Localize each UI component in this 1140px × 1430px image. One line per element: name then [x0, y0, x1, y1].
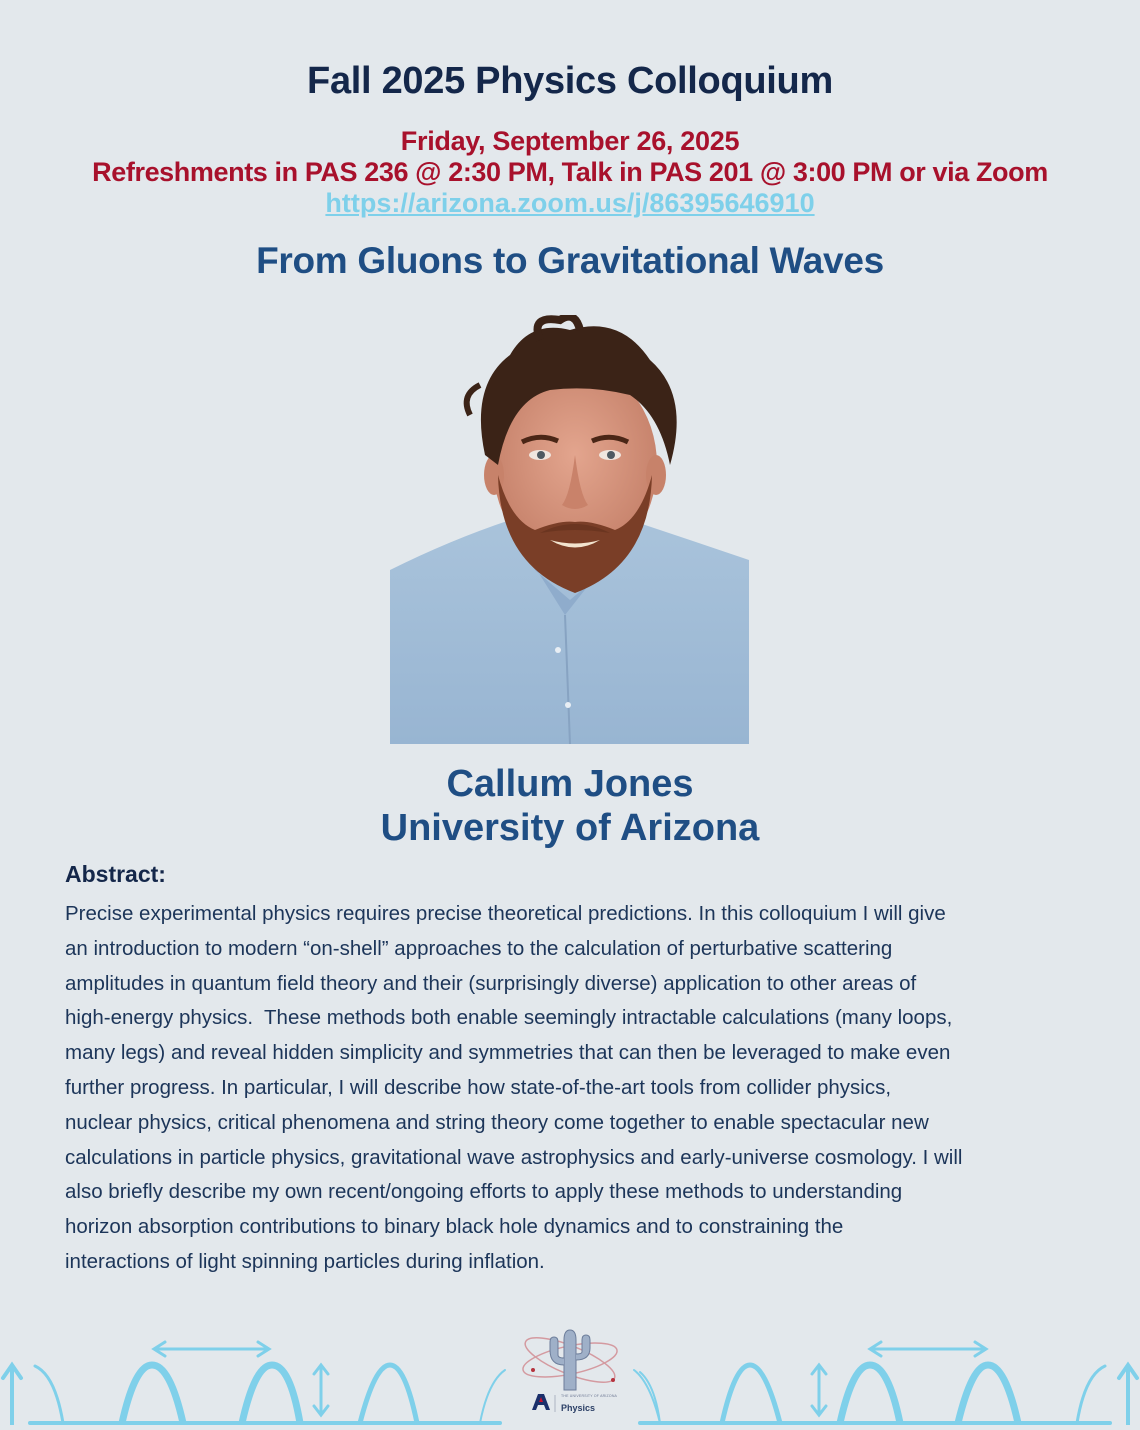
- event-date: Friday, September 26, 2025: [400, 126, 740, 156]
- speaker-name: Callum Jones: [446, 763, 694, 805]
- series-title: Fall 2025 Physics Colloquium: [307, 60, 833, 102]
- abstract-line: nuclear physics, critical phenomena and string theory come together to enable spectacular new: [65, 1110, 929, 1134]
- abstract-line: amplitudes in quantum field theory and their (surprisingly diverse) application to other areas of: [65, 971, 917, 995]
- physics-logo-icon: [520, 1329, 620, 1412]
- abstract-line: calculations in particle physics, gravitational wave astrophysics and early-universe cosmology. I will: [65, 1145, 963, 1169]
- abstract-line: an introduction to modern “on-shell” approaches to the calculation of perturbative scattering: [65, 936, 893, 960]
- logo-physics-text: Physics: [561, 1403, 596, 1413]
- zoom-link[interactable]: https://arizona.zoom.us/j/86395646910: [325, 188, 815, 218]
- abstract-line: high-energy physics. These methods both enable seemingly intractable calculations (many loops,: [65, 1006, 953, 1030]
- abstract-label: Abstract:: [65, 861, 166, 887]
- talk-title: From Gluons to Gravitational Waves: [256, 240, 884, 281]
- abstract-line: further progress. In particular, I will describe how state-of-the-art tools from collider physics,: [65, 1075, 892, 1099]
- abstract-line: interactions of light spinning particles during inflation.: [65, 1249, 545, 1273]
- abstract-line: also briefly describe my own recent/ongoing efforts to apply these methods to understanding: [65, 1180, 903, 1204]
- abstract-body: [65, 897, 1085, 1280]
- abstract-line: Precise experimental physics requires precise theoretical predictions. In this colloquium I will give: [65, 902, 946, 925]
- speaker-affiliation: University of Arizona: [380, 807, 760, 849]
- abstract-line: horizon absorption contributions to binary black hole dynamics and to constraining the: [65, 1215, 844, 1239]
- speaker-photo: [390, 315, 749, 744]
- logo-university-text: THE UNIVERSITY OF ARIZONA: [561, 1394, 618, 1398]
- abstract-line: many legs) and reveal hidden simplicity and symmetries that can then be leveraged to make even: [65, 1041, 951, 1065]
- zoom-link-container: [0, 188, 1140, 219]
- event-details: Refreshments in PAS 236 @ 2:30 PM, Talk in PAS 201 @ 3:00 PM or via Zoom: [92, 157, 1048, 187]
